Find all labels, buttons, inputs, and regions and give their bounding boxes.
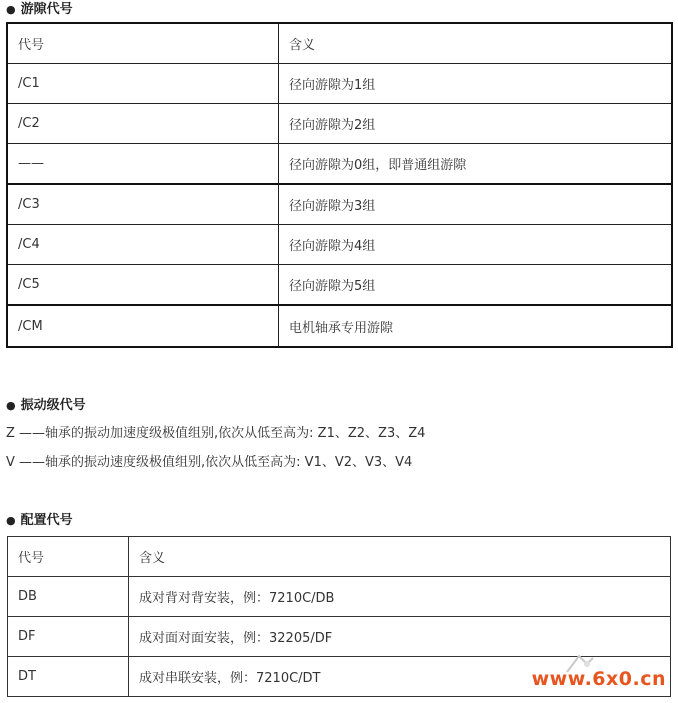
table-row xyxy=(7,305,672,347)
table-row xyxy=(7,104,672,144)
cell-code: /C4 xyxy=(7,225,279,265)
header-cell-code: 代号 xyxy=(7,23,279,64)
cell-code: DF xyxy=(8,617,129,657)
cell-meaning: 径向游隙为3组 xyxy=(279,184,673,225)
vibration-line-v: V ——轴承的振动速度级极值组别,依次从低至高为: V1、V2、V3、V4 xyxy=(6,455,413,470)
table-row xyxy=(8,617,671,657)
bullet-icon: ● xyxy=(6,514,16,527)
configuration-heading-text: 配置代号 xyxy=(20,513,73,528)
table-row xyxy=(7,184,672,225)
cell-code: /C5 xyxy=(7,265,279,306)
cell-meaning: 径向游隙为2组 xyxy=(279,104,673,144)
table-row xyxy=(7,225,672,265)
table-header-row xyxy=(7,23,672,64)
cell-code: /C3 xyxy=(7,184,279,225)
cell-code: /C2 xyxy=(7,104,279,144)
cell-code: /C1 xyxy=(7,64,279,104)
bullet-icon: ● xyxy=(6,399,16,412)
cell-meaning: 成对背对背安装，例：7210C/DB xyxy=(129,577,671,617)
table-row xyxy=(7,64,672,104)
bullet-icon: ● xyxy=(6,3,16,16)
cell-code: DT xyxy=(8,657,129,697)
cell-meaning: 电机轴承专用游隙 xyxy=(279,305,673,347)
cell-meaning: 径向游隙为4组 xyxy=(279,225,673,265)
cell-meaning: 径向游隙为0组，即普通组游隙 xyxy=(279,144,673,185)
cell-meaning: 成对面对面安装，例：32205/DF xyxy=(129,617,671,657)
vibration-heading-text: 振动级代号 xyxy=(20,398,86,413)
header-cell-meaning: 含义 xyxy=(129,537,671,577)
clearance-table xyxy=(6,22,673,348)
watermark-text: www.6x0.cn xyxy=(531,668,666,690)
table-row xyxy=(8,577,671,617)
table-row xyxy=(7,144,672,185)
table-header-row xyxy=(8,537,671,577)
clearance-heading xyxy=(6,0,73,20)
cell-meaning: 成对串联安装，例：7210C/DT xyxy=(129,657,671,697)
cell-code: —— xyxy=(7,144,279,185)
cell-code: DB xyxy=(8,577,129,617)
vibration-line-z: Z ——轴承的振动加速度级极值组别,依次从低至高为: Z1、Z2、Z3、Z4 xyxy=(6,426,426,441)
header-cell-code: 代号 xyxy=(8,537,129,577)
vibration-heading xyxy=(6,396,86,416)
clearance-heading-text: 游隙代号 xyxy=(20,2,73,17)
cell-meaning: 径向游隙为1组 xyxy=(279,64,673,104)
header-cell-meaning: 含义 xyxy=(279,23,673,64)
table-row xyxy=(7,265,672,306)
cell-meaning: 径向游隙为5组 xyxy=(279,265,673,306)
configuration-heading xyxy=(6,511,73,531)
cell-code: /CM xyxy=(7,305,279,347)
